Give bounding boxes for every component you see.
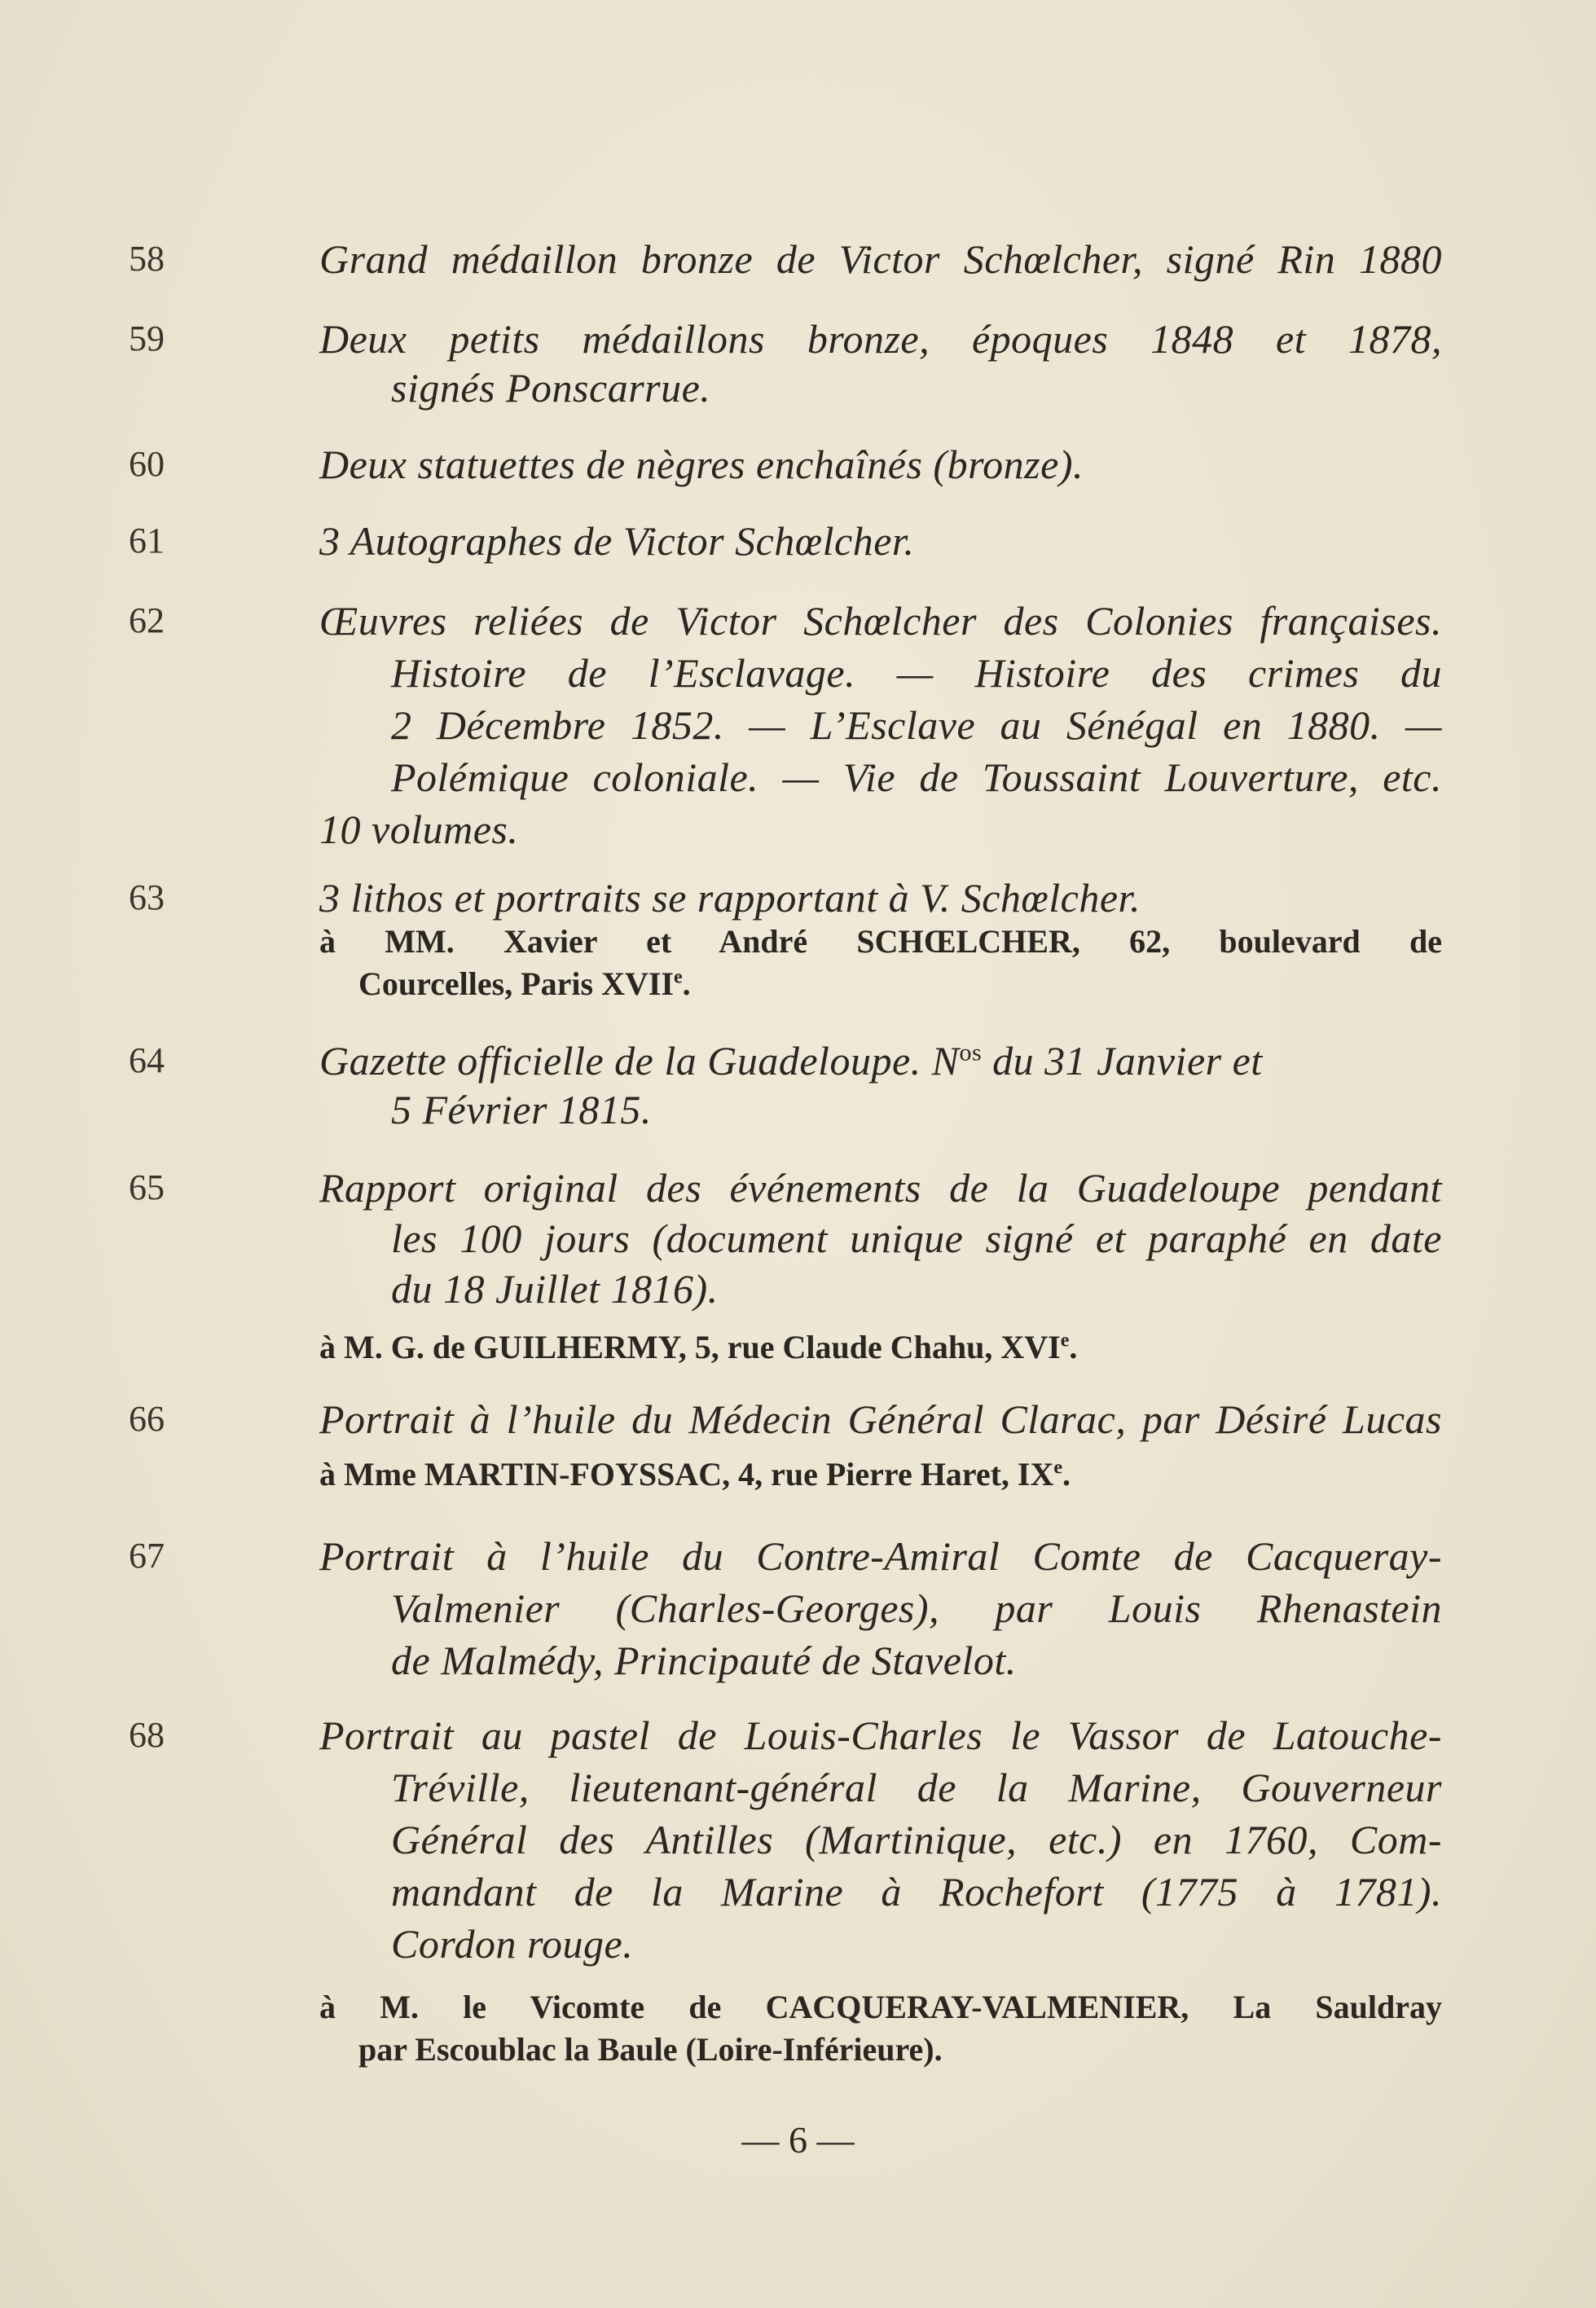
entry-line: 3 lithos et portraits se rapportant à V. Schœlcher. [319,875,1141,921]
entry-line: Général des Antilles (Martinique, etc.) en 1760, Com- [391,1817,1442,1862]
owner-line [319,1453,1442,1496]
owner-end: . [1062,1456,1071,1493]
entry-number: 61 [129,521,165,561]
entry-line: Polémique coloniale. — Vie de Toussaint Louverture, etc. [391,754,1442,800]
entry-number: 64 [129,1040,165,1080]
entry-number: 58 [129,239,165,279]
owner-line: par Escoublac la Baule (Loire-Inférieure). [358,2031,943,2068]
entry-line: Valmenier (Charles-Georges), par Louis Rhenastein [391,1585,1442,1631]
entry-line: de Malmédy, Principauté de Stavelot. [391,1638,1017,1683]
owner-text: Courcelles, Paris XVII [358,965,674,1002]
owner-sup: e [1060,1330,1070,1352]
entry-line: Portrait au pastel de Louis-Charles le Vassor de Latouche- [319,1712,1442,1758]
entry-number: 67 [129,1536,165,1576]
entry-line: 2 Décembre 1852. — L’Esclave au Sénégal en 1880. — [391,702,1442,748]
entry-line: Cordon rouge. [391,1921,634,1967]
owner-sup: e [674,966,683,988]
entry-number: 63 [129,877,165,917]
entry-number: 66 [129,1399,165,1439]
owner-line: à MM. Xavier et André SCHŒLCHER, 62, boulevard de [319,923,1442,960]
entry-line: Tréville, lieutenant-général de la Marine, Gouverneur [391,1765,1442,1810]
entry-line: du 18 Juillet 1816). [391,1266,719,1312]
entry-line: Œuvres reliées de Victor Schœlcher des Colonies françaises. [319,598,1442,644]
owner-text: à M. G. de GUILHERMY, 5, rue Claude Chahu, XVI [319,1329,1061,1365]
entry-line: les 100 jours (document unique signé et paraphé en date [391,1216,1442,1261]
entry-number: 65 [129,1167,165,1207]
entry-line: Histoire de l’Esclavage. — Histoire des crimes du [391,650,1442,696]
entry-line: signés Ponscarrue. [391,365,711,411]
owner-line: à M. le Vicomte de CACQUERAY-VALMENIER, La Sauldray [319,1989,1442,2025]
entry-number: 60 [129,444,165,484]
entry-line: Portrait à l’huile du Contre-Amiral Comte de Cacqueray- [319,1533,1442,1579]
entry-number: 59 [129,319,165,358]
owner-line [319,1326,1442,1369]
entry-text: Gazette officielle de la Guadeloupe. N [319,1038,960,1084]
entry-line: 5 Février 1815. [391,1087,652,1132]
entry-line: 10 volumes. [319,807,519,852]
owner-sup: e [1053,1457,1063,1479]
entry-number: 62 [129,600,165,640]
owner-text: à Mme MARTIN-FOYSSAC, 4, rue Pierre Haret, IX [319,1456,1054,1493]
entry-line: mandant de la Marine à Rochefort (1775 à 1781). [391,1869,1442,1915]
page-number: — 6 — [741,2119,855,2161]
entry-number: 68 [129,1715,165,1755]
entry-line: Deux petits médaillons bronze, époques 1848 et 1878, [319,316,1442,362]
entry-line [319,1036,1442,1085]
entry-line: Portrait à l’huile du Médecin Général Clarac, par Désiré Lucas [319,1396,1442,1442]
entry-line: 3 Autographes de Victor Schœlcher. [319,518,915,564]
entry-line: Deux statuettes de nègres enchaînés (bronze). [319,442,1084,487]
owner-end: . [1069,1329,1078,1365]
entry-text-rest: du 31 Janvier et [982,1038,1263,1084]
entry-line: Rapport original des événements de la Guadeloupe pendant [319,1165,1442,1211]
entry-line: Grand médaillon bronze de Victor Schœlcher, signé Rin 1880 [319,236,1442,282]
entry-sup: os [959,1039,983,1066]
owner-line [358,963,1442,1005]
owner-end: . [682,965,691,1002]
